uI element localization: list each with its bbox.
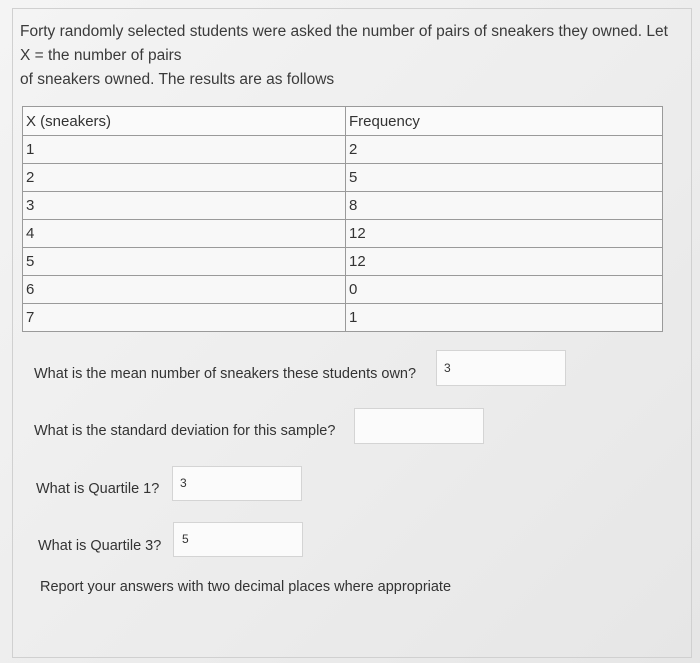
cell-x: 4: [23, 220, 346, 248]
cell-x: 1: [23, 136, 346, 164]
header-frequency: Frequency: [346, 107, 663, 136]
cell-frequency: 1: [346, 304, 663, 332]
cell-x: 7: [23, 304, 346, 332]
cell-frequency: 8: [346, 192, 663, 220]
table-header-row: [23, 107, 663, 136]
problem-statement: [20, 20, 690, 92]
header-x: X (sneakers): [23, 107, 346, 136]
mean-answer-value: 3: [444, 361, 451, 375]
intro-line-2: X = the number of pairs: [20, 47, 182, 64]
cell-frequency: 2: [346, 136, 663, 164]
table-row: [23, 276, 663, 304]
q1-answer-box[interactable]: [172, 466, 302, 501]
sd-question-label: What is the standard deviation for this sample?: [34, 423, 336, 439]
mean-answer-box[interactable]: [436, 350, 566, 386]
table-row: [23, 136, 663, 164]
cell-x: 3: [23, 192, 346, 220]
table-row: [23, 248, 663, 276]
q3-question-label: What is Quartile 3?: [38, 538, 162, 554]
q1-question-label: What is Quartile 1?: [36, 481, 160, 497]
sd-answer-box[interactable]: [354, 408, 484, 444]
table-row: [23, 304, 663, 332]
cell-x: 5: [23, 248, 346, 276]
cell-frequency: 0: [346, 276, 663, 304]
table-row: [23, 192, 663, 220]
cell-x: 6: [23, 276, 346, 304]
cell-frequency: 12: [346, 220, 663, 248]
table-row: [23, 220, 663, 248]
intro-line-3: of sneakers owned. The results are as follows: [20, 71, 335, 88]
table-row: [23, 164, 663, 192]
cell-frequency: 12: [346, 248, 663, 276]
cell-x: 2: [23, 164, 346, 192]
frequency-table: [22, 106, 663, 332]
mean-question-label: What is the mean number of sneakers these students own?: [34, 366, 417, 382]
q1-answer-value: 3: [180, 476, 187, 490]
cell-frequency: 5: [346, 164, 663, 192]
intro-line-1: Forty randomly selected students were asked the number of pairs of sneakers they owned. Let: [20, 23, 668, 40]
q3-answer-box[interactable]: [173, 522, 303, 557]
instructions-footer: Report your answers with two decimal places where appropriate: [40, 579, 452, 595]
q3-answer-value: 5: [182, 532, 189, 546]
